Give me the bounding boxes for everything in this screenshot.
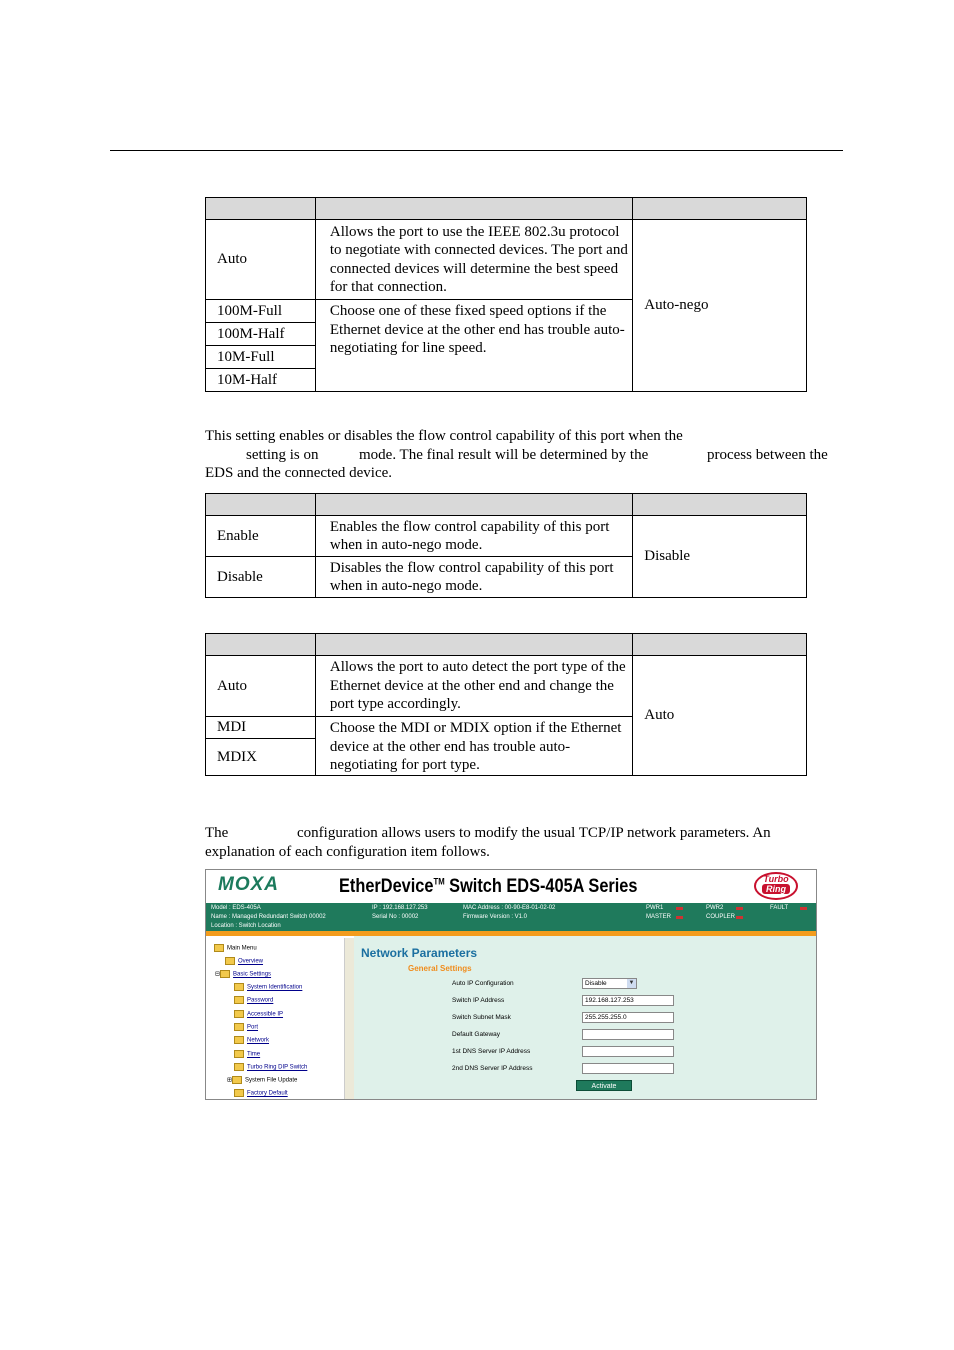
menu-main[interactable]	[214, 944, 257, 953]
dns2-label: 2nd DNS Server IP Address	[452, 1065, 533, 1072]
moxa-logo: MOXA	[218, 874, 279, 895]
dns2-input[interactable]	[582, 1063, 674, 1074]
default-gateway-input[interactable]	[582, 1029, 674, 1040]
description-cell: Enables the flow control capability of this port when in auto-nego mode.	[315, 516, 632, 557]
flow-control-table	[205, 493, 807, 598]
menu-link[interactable]: Turbo Ring DIP Switch	[247, 1064, 308, 1071]
master-led-icon	[676, 916, 683, 919]
device-info-bar	[206, 903, 817, 931]
product-title	[339, 876, 637, 898]
coupler-led-icon	[736, 916, 743, 919]
sidebar-item-password[interactable]	[234, 996, 273, 1005]
auto-ip-select[interactable]	[582, 978, 637, 989]
sidebar-item-network[interactable]	[234, 1036, 269, 1045]
badge-text: Turbo	[763, 874, 789, 884]
folder-icon	[234, 1036, 244, 1044]
subnet-mask-label: Switch Subnet Mask	[452, 1014, 511, 1021]
app-banner	[206, 870, 817, 903]
menu-link[interactable]: System Identification	[247, 984, 303, 991]
main-content	[354, 936, 817, 1100]
badge-text: Ring	[762, 884, 790, 894]
auto-ip-label: Auto IP Configuration	[452, 980, 514, 987]
activate-button[interactable]: Activate	[576, 1080, 632, 1091]
folder-icon	[220, 970, 230, 978]
mdi-mdix-table	[205, 633, 807, 776]
menu-link[interactable]: Network	[247, 1037, 270, 1044]
mac-text: MAC Address : 00-90-E8-01-02-02	[463, 905, 556, 911]
switch-ip-input[interactable]: 192.168.127.253	[582, 995, 674, 1006]
sidebar-menu	[206, 936, 353, 1100]
sidebar-item-turbo-ring-dip-switch[interactable]	[234, 1063, 307, 1072]
product-series: Switch EDS-405A Series	[444, 876, 638, 897]
setting-cell: Disable	[206, 557, 316, 598]
sidebar-item-system-identification[interactable]	[234, 983, 302, 992]
folder-icon	[214, 944, 224, 952]
location-text: Location : Switch Location	[211, 923, 281, 929]
sidebar-item-accessible-ip[interactable]	[234, 1010, 283, 1019]
setting-cell: Auto	[206, 220, 316, 300]
description-cell: Disables the flow control capability of this port when in auto-nego mode.	[315, 557, 632, 598]
menu-link[interactable]: Accessible IP	[247, 1011, 284, 1018]
switch-ip-label: Switch IP Address	[452, 997, 505, 1004]
table-header-row	[206, 494, 807, 516]
select-value: Disable	[585, 980, 607, 987]
page-title: Network Parameters	[361, 946, 478, 960]
name-text: Name : Managed Redundant Switch 00002	[211, 914, 326, 920]
menu-link[interactable]: System File Update	[245, 1077, 298, 1084]
pwr1-led-icon	[676, 907, 683, 910]
trademark: TM	[433, 876, 445, 887]
setting-cell: 10M-Half	[206, 369, 316, 392]
folder-icon	[234, 996, 244, 1004]
network-settings-screenshot	[205, 869, 817, 1100]
paragraph-line: This setting enables or disables the flow control capability of this port when the	[205, 428, 683, 444]
menu-link[interactable]: Password	[247, 997, 274, 1004]
section-title: General Settings	[408, 964, 472, 973]
description-cell: Choose one of these fixed speed options if the Ethernet device at the other end has trouble auto-negotiating for line speed.	[315, 300, 632, 392]
table-row	[206, 220, 807, 300]
paragraph-line: explanation of each configuration item follows.	[205, 844, 490, 860]
description-cell: Choose the MDI or MDIX option if the Ethernet device at the other end has trouble auto-negotiating for port type.	[315, 717, 632, 776]
sidebar-item-time[interactable]	[234, 1050, 260, 1059]
paragraph-line: configuration allows users to modify the usual TCP/IP network parameters. An	[297, 825, 771, 841]
master-label: MASTER	[646, 914, 672, 920]
menu-link[interactable]: Factory Default	[247, 1090, 288, 1097]
folder-icon	[234, 1063, 244, 1071]
default-cell: Auto	[633, 656, 807, 776]
folder-icon	[234, 1023, 244, 1031]
dns1-label: 1st DNS Server IP Address	[452, 1048, 531, 1055]
table-header-row	[206, 634, 807, 656]
sidebar-item-system-file-update[interactable]: ⊞ System File Update	[227, 1077, 298, 1084]
coupler-label: COUPLER	[706, 914, 736, 920]
table-row	[206, 656, 807, 717]
flow-control-paragraph	[205, 427, 845, 487]
firmware-text: Firmware Version : V1.0	[463, 914, 528, 920]
model-text: Model : EDS-405A	[211, 905, 261, 911]
folder-icon	[234, 983, 244, 991]
folder-icon	[234, 1089, 244, 1097]
pwr1-label: PWR1	[646, 905, 664, 911]
paragraph-line: setting is on	[246, 447, 319, 463]
menu-overview[interactable]	[225, 957, 263, 966]
folder-icon	[232, 1076, 242, 1084]
menu-basic-settings[interactable]: ⊟ Basic Settings	[215, 971, 272, 978]
menu-link[interactable]: Overview	[238, 958, 264, 965]
folder-icon	[234, 1010, 244, 1018]
chevron-down-icon[interactable]: ▼	[628, 980, 635, 986]
fault-led-icon	[800, 907, 807, 910]
serial-text: Serial No : 00002	[372, 914, 419, 920]
table-row	[206, 516, 807, 557]
description-cell: Allows the port to auto detect the port type of the Ethernet device at the other end and change the port type accordingly.	[315, 656, 632, 717]
menu-link[interactable]: Time	[247, 1051, 261, 1058]
default-cell: Auto-nego	[633, 220, 807, 392]
setting-cell: Enable	[206, 516, 316, 557]
setting-cell: 100M-Half	[206, 323, 316, 346]
folder-icon	[234, 1050, 244, 1058]
menu-label: Main Menu	[227, 945, 257, 952]
header-rule	[110, 150, 843, 151]
paragraph-line: mode. The final result will be determined by the	[359, 447, 649, 463]
pwr2-led-icon	[736, 907, 743, 910]
table-header-row	[206, 198, 807, 220]
ip-text: IP : 192.168.127.253	[372, 905, 428, 911]
speed-table	[205, 197, 807, 392]
folder-icon	[225, 957, 235, 965]
default-gateway-label: Default Gateway	[452, 1031, 501, 1038]
pwr2-label: PWR2	[706, 905, 724, 911]
setting-cell: 100M-Full	[206, 300, 316, 323]
turbo-ring-logo	[754, 872, 798, 900]
description-cell: Allows the port to use the IEEE 802.3u protocol to negotiate with connected devices. The port and connected devices will determine the best speed for that connection.	[315, 220, 632, 300]
subnet-mask-input[interactable]: 255.255.255.0	[582, 1012, 674, 1023]
paragraph-line: The	[205, 825, 229, 841]
setting-cell: MDIX	[206, 739, 316, 775]
sidebar-scrollbar[interactable]	[344, 938, 354, 1100]
product-name: EtherDevice	[339, 876, 434, 897]
setting-cell: 10M-Full	[206, 346, 316, 369]
menu-link[interactable]: Basic Settings	[233, 971, 272, 978]
dns1-input[interactable]	[582, 1046, 674, 1057]
sidebar-item-port[interactable]	[234, 1023, 258, 1032]
setting-cell: MDI	[206, 717, 316, 739]
sidebar-item-factory-default[interactable]	[234, 1089, 288, 1098]
network-paragraph	[205, 824, 845, 864]
fault-label: FAULT	[770, 905, 789, 911]
paragraph-line: process between the	[707, 447, 828, 463]
default-cell: Disable	[633, 516, 807, 598]
menu-link[interactable]: Port	[247, 1024, 259, 1031]
paragraph-line: EDS and the connected device.	[205, 465, 393, 481]
setting-cell: Auto	[206, 656, 316, 717]
